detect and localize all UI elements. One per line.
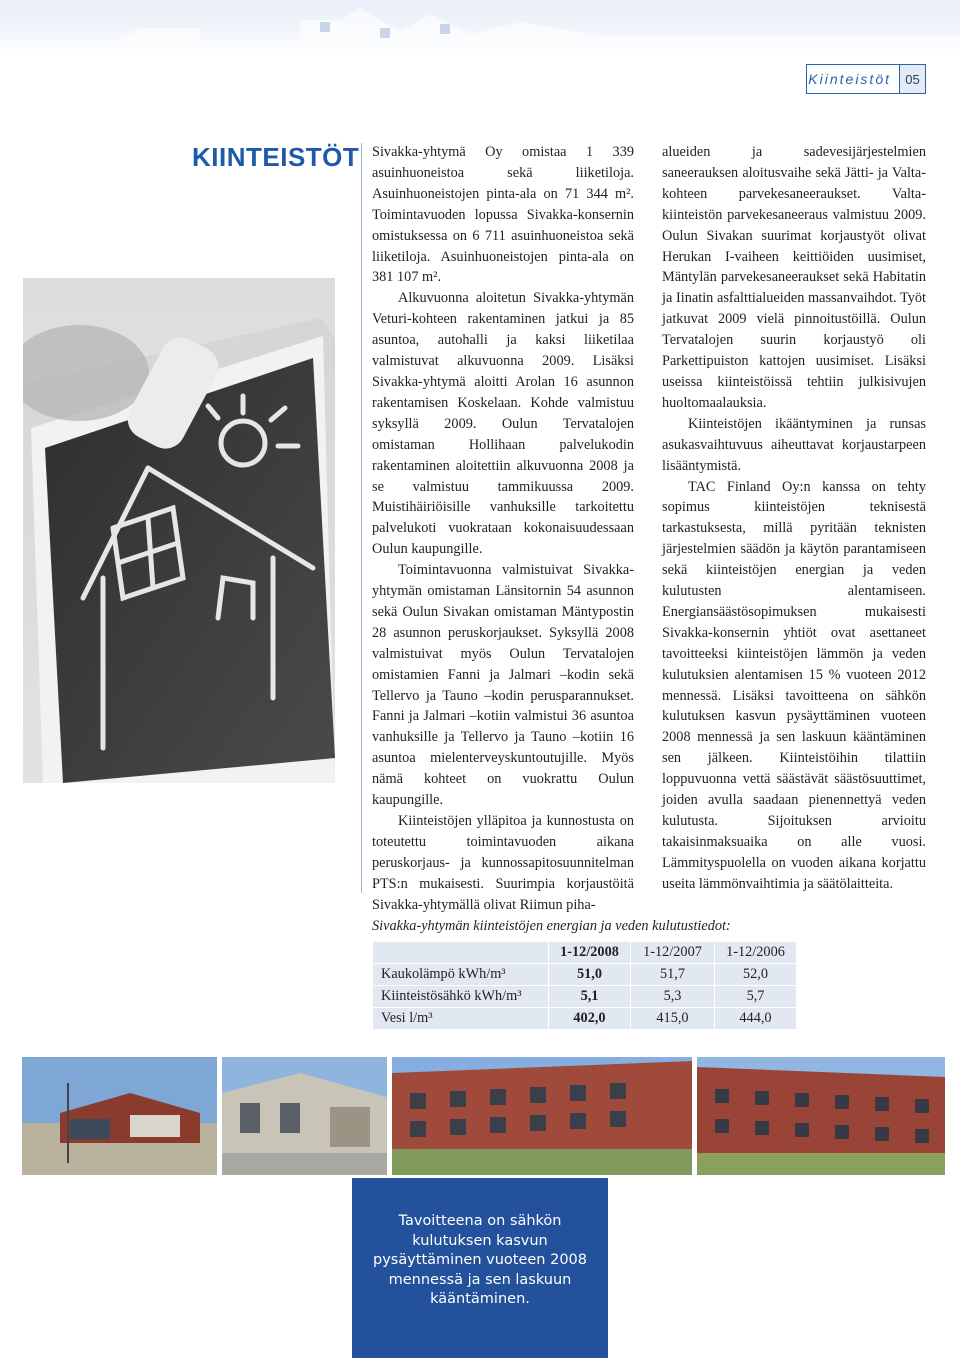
header-band [0,0,960,62]
paragraph: Sivakka-yhtymä Oy omistaa 1 339 asuinhuoneistoa sekä liiketiloja. Asuinhuoneistojen pinta-ala on 71 344 m². Toimintavuoden lopussa Sivakka-konsernin omistuksessa on 6 711 asuinhuoneistoa sekä liiketiloja. Asuinhuoneistojen pinta-ala on 381 107 m². [372,144,634,286]
table-header-row [373,942,797,964]
table-cell: 5,1 [549,986,631,1008]
paragraph: TAC Finland Oy:n kanssa on tehty sopimus kiinteistöjen teknisestä tarkastuksesta, millä pyritään teknisten järjestelmien säädön ja käytön parantamiseen sekä kiinteistöjen energian ja veden kulutusten alentamiseen. Energiansäästösopimuksen mukaisesti Sivakka-konsernin yhtiöt ovat asettaneet tavoitteeksi kiinteistöjen lämmön ja veden kulutuksien alentamisen 15 % vuoteen 2012 mennessä. Lisäksi tavoitteena on sähkön kulutuksen kasvun pysäyttäminen vuoteen 2008 mennessä ja sen laskuun kääntäminen sen jälkeen. Kiinteistöihin tilattiin loppuvuonna vettä säästävät säästösuuttimet, joiden avulla saadaan pienennettyä veden kulutusta. Sijoituksen arvioitu takaisinmaksuaika on alle vuosi. Lämmityspuolella on vuoden aikana korjattu useita lämmönvaihtimia ja säätölaitteita. [662,478,926,892]
paragraph: Kiinteistöjen ylläpitoa ja kunnostusta on toteutettu toimintavuoden aikana peruskorjaus- ja kunnossapitosuunnitelman PTS:n mukaisesti. Suurimpia korjaustöitä Sivakka-yhtymällä olivat Riimun piha- [372,813,634,913]
table-row-label: Kiinteistösähkö kWh/m³ [373,986,549,1008]
page-number: 05 [899,65,925,93]
table-header-cell: 1-12/2008 [549,942,631,964]
paragraph: Kiinteistöjen ikääntyminen ja runsas asukasvaihtuvuus aiheuttavat korjaustarpeen lisääntymistä. [662,415,926,474]
table-row-label: Kaukolämpö kWh/m³ [373,964,549,986]
table-row [373,964,797,986]
photo-residential-courtyard [22,1057,217,1175]
table-cell: 415,0 [631,1008,715,1030]
table-header-cell: 1-12/2007 [631,942,715,964]
rooftop-silhouette-decoration [0,0,960,62]
table-caption: Sivakka-yhtymän kiinteistöjen energian ja veden kulutustiedot: [372,918,731,934]
table-cell: 5,3 [631,986,715,1008]
table-cell: 444,0 [715,1008,797,1030]
page-title: KIINTEISTÖT [192,142,360,172]
table-cell: 402,0 [549,1008,631,1030]
highlight-quote-box [352,1178,608,1358]
text-column-middle [372,142,634,916]
paragraph: Toimintavuonna valmistuivat Sivakka-yhtymän omistaman Länsitornin 54 asunnon sekä Oulun Sivakan omistaman Mäntypostin 28 asunnon peruskorjaukset. Syksyllä 2008 valmistuivat myös Oulun Tervatalojen omistamien Fanni ja Jalmari –kodin sekä Tellervo ja Tauno –kodin perusparannukset. Fanni ja Jalmari –kotiin valmistui 36 asuntoa vanhuksille ja Tellervo ja Tauno –kotiin 16 asuntoa mielenterveyskuntoutujille. Myös nämä kohteet on vuokrattu Oulun kaupungille. [372,562,634,809]
paragraph: Alkuvuonna aloitetun Sivakka-yhtymän Veturi-kohteen rakentaminen jatkui ja 85 asuntoa, autohalli ja kaksi liiketilaa valmistuvat alkuvuonna 2009. Lisäksi Sivakka-yhtymä aloitti Arolan 16 asunnon rakentamisen Koskelaan. Kohde valmistuu syksyllä 2009. Oulun Tervatalojen omistaman Hollihaan palvelukodin rakentaminen aloitettiin alkuvuonna 2008 ja se valmistuu tammikuussa 2009. Muistihäiriöisille vanhuksille tarkoitettu palvelukoti vuokrataan kokonaisuudessaan Oulun kaupungille. [372,290,634,558]
table-header-empty [373,942,549,964]
photo-brick-building-courtyard [697,1057,945,1175]
table-row [373,986,797,1008]
table-cell: 5,7 [715,986,797,1008]
highlight-quote-text: Tavoitteena on sähkön kulutuksen kasvun pysäyttäminen vuoteen 2008 mennessä ja sen laskuun kääntäminen. [373,1213,587,1307]
table-cell: 51,7 [631,964,715,986]
chalkboard-house-drawing-image [23,278,335,783]
paragraph: alueiden ja sadevesijärjestelmien saneerauksen aloitusvaihe sekä Jätti- ja Valta-kohteen parvekesaneeraukset. Valta-kiinteistön parvekesaneeraus valmistuu 2009. Oulun Sivakan suurimat korjaustyöt olivat Herukan I-vaiheen keittiöiden uusimiset, Mäntylän parvekesaneeraukset sekä Habitatin ja Iinatin asfalttialueiden massanvaihdot. Työt jatkuvat 2009 vielä pinnoitustöillä. Oulun Tervatalojen suurin korjaustyö oli Parkettipuiston kattojen uusimiset. Lisäksi useissa kiinteistöissä tehtiin julkisivujen huoltomaalauksia. [662,144,926,411]
table-header-cell: 1-12/2006 [715,942,797,964]
photo-brick-apartment-building [392,1057,692,1175]
column-divider [361,143,362,893]
energy-consumption-table [372,941,797,1030]
table-row-label: Vesi l/m³ [373,1008,549,1030]
text-column-right [662,142,926,895]
table-cell: 51,0 [549,964,631,986]
table-cell: 52,0 [715,964,797,986]
page-tab [806,64,926,94]
table-row [373,1008,797,1030]
building-photos-strip [0,1053,960,1177]
photo-row-houses [222,1057,387,1175]
section-tab-label: Kiinteistöt [808,71,891,87]
